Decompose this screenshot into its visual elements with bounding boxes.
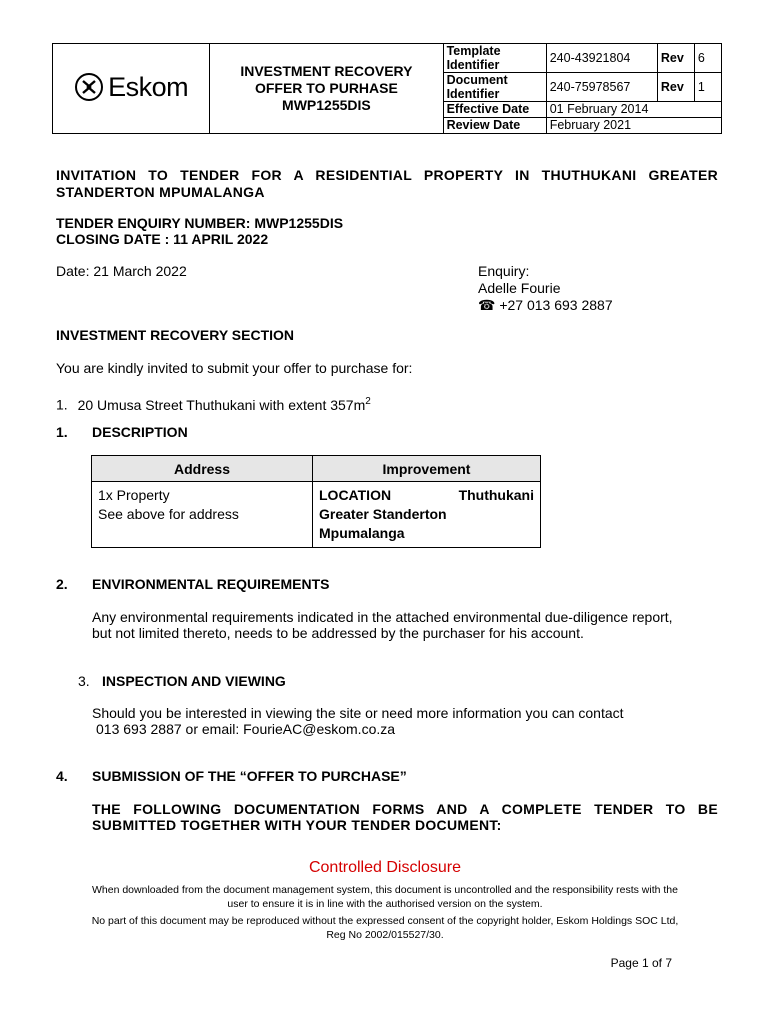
- tender-number: TENDER ENQUIRY NUMBER: MWP1255DIS: [56, 215, 344, 231]
- section-4-body-line2: SUBMITTED TOGETHER WITH YOUR TENDER DOCUMENT:: [92, 817, 502, 833]
- document-identifier-value: 240-75978567: [546, 73, 657, 102]
- section-2-title: ENVIRONMENTAL REQUIREMENTS: [92, 576, 330, 592]
- desc-col-address: Address: [92, 456, 313, 482]
- review-date-value: February 2021: [546, 118, 721, 134]
- document-rev-value: 1: [694, 73, 721, 102]
- enquiry-label: Enquiry:: [478, 263, 530, 279]
- logo-wordmark: Eskom: [108, 72, 189, 102]
- section-1-number: 1.: [56, 424, 68, 440]
- table-row: [92, 482, 541, 548]
- review-date-label: Review Date: [443, 118, 546, 134]
- template-identifier-value: 240-43921804: [546, 44, 657, 73]
- section-1-title: DESCRIPTION: [92, 424, 188, 440]
- telephone-icon: ☎: [478, 297, 496, 313]
- document-date: Date: 21 March 2022: [56, 263, 187, 279]
- section-4-number: 4.: [56, 768, 68, 784]
- section-3-body-line1: Should you be interested in viewing the site or need more information you can contact: [92, 705, 624, 721]
- page-number: Page 1 of 7: [610, 956, 672, 970]
- invite-text: You are kindly invited to submit your offer to purchase for:: [56, 360, 413, 376]
- logo-cell: [53, 44, 210, 134]
- controlled-disclosure: Controlled Disclosure: [308, 859, 462, 876]
- enquiry-phone: +27 013 693 2887: [495, 297, 613, 313]
- uncontrolled-note: When downloaded from the document management system, this document is uncontrolled and the responsibility rests with the user to ensure it is in line with the authorised version on the system.: [92, 884, 678, 910]
- section-3-body-line2: 013 693 2887 or email: FourieAC@eskom.co.za: [96, 721, 396, 737]
- property-item: [56, 393, 371, 414]
- property-item-superscript: 2: [365, 396, 371, 407]
- property-item-number: 1.: [56, 396, 68, 413]
- eskom-emblem-icon: [74, 72, 104, 102]
- document-title: INVESTMENT RECOVERY OFFER TO PURHASE MWP1255DIS: [210, 44, 443, 134]
- property-item-text: 20 Umusa Street Thuthukani with extent 357m: [77, 396, 366, 413]
- section-heading: INVESTMENT RECOVERY SECTION: [56, 327, 295, 343]
- copyright-note: No part of this document may be reproduced without the expressed consent of the copyright holder, Eskom Holdings SOC Ltd, Reg No 2002/015527/30.: [91, 915, 679, 941]
- desc-improvement-cell: LOCATION Thuthukani Greater Standerton Mpumalanga: [313, 482, 541, 548]
- invitation-title: INVITATION TO TENDER FOR A RESIDENTIAL PROPERTY IN THUTHUKANI GREATER STANDERTON MPUMALANGA: [56, 167, 718, 200]
- closing-date: CLOSING DATE : 11 APRIL 2022: [56, 231, 269, 247]
- template-rev-value: 6: [694, 44, 721, 73]
- desc-col-improvement: Improvement: [313, 456, 541, 482]
- section-3-title: INSPECTION AND VIEWING: [102, 673, 286, 689]
- document-identifier-label: Document Identifier: [443, 73, 546, 102]
- section-4-body-line1: THE FOLLOWING DOCUMENTATION FORMS AND A COMPLETE TENDER TO BE: [92, 801, 718, 817]
- enquiry-phone-row: [478, 297, 613, 314]
- template-identifier-label: Template Identifier: [443, 44, 546, 73]
- effective-date-label: Effective Date: [443, 102, 546, 118]
- document-header-table: [52, 43, 722, 134]
- section-3-number: 3.: [78, 673, 90, 689]
- document-rev-label: Rev: [657, 73, 694, 102]
- section-2-number: 2.: [56, 576, 68, 592]
- enquiry-name: Adelle Fourie: [478, 280, 561, 296]
- template-rev-label: Rev: [657, 44, 694, 73]
- description-table: [91, 455, 541, 548]
- section-4-title: SUBMISSION OF THE “OFFER TO PURCHASE”: [92, 768, 407, 784]
- effective-date-value: 01 February 2014: [546, 102, 721, 118]
- eskom-logo: [74, 72, 188, 102]
- enquiry-block: [478, 263, 613, 314]
- desc-address-cell: 1x Property See above for address: [92, 482, 313, 548]
- section-2-body-line1: Any environmental requirements indicated in the attached environmental due-diligence report,: [92, 609, 673, 625]
- section-2-body-line2: but not limited thereto, needs to be addressed by the purchaser for his account.: [92, 625, 584, 641]
